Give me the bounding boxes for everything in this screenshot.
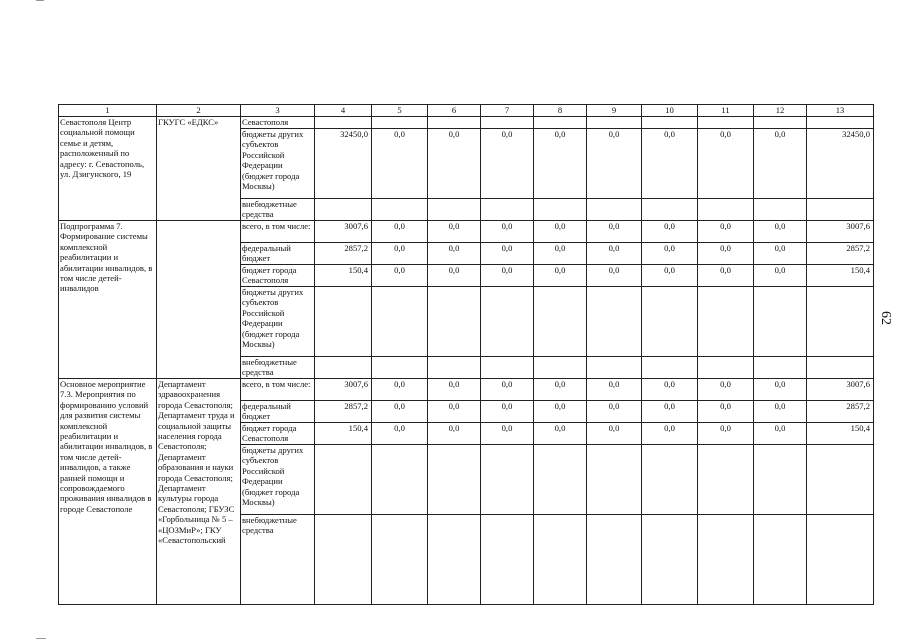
value-cell: 0,0 (481, 265, 534, 287)
value-cell (481, 515, 534, 605)
header-cell: 4 (315, 105, 372, 117)
value-cell (698, 117, 754, 129)
value-cell (372, 117, 428, 129)
value-cell: 0,0 (587, 423, 642, 445)
value-cell (698, 445, 754, 515)
value-cell: 150,4 (807, 265, 874, 287)
executor-cell: Департамент здравоохранения города Севастополя; Департамент труда и социальной защиты населения города Севастополя; Департамент образования и науки города Севастополя; Департамент культуры города Севастополя; ГБУЗС «Горбольница № 5 – «ЦОЗМиР»; ГКУ «Севастопольский (157, 379, 241, 605)
value-cell (587, 199, 642, 221)
program-name-cell: Подпрограмма 7. Формирование системы комплексной реабилитации и абилитации инвалидов, в том числе детей-инвалидов (59, 221, 157, 379)
funding-source-cell: всего, в том числе: (241, 379, 315, 401)
value-cell: 0,0 (481, 221, 534, 243)
program-name-cell: Основное мероприятие 7.3. Мероприятия по формированию условий для развития системы комплексной реабилитации и абилитации инвалидов, в том числе детей-инвалидов, а также ранней помощи и сопровождаемого проживания инвалидов в городе Севастополе (59, 379, 157, 605)
value-cell (754, 117, 807, 129)
value-cell: 150,4 (315, 265, 372, 287)
value-cell (372, 287, 428, 357)
value-cell: 32450,0 (315, 129, 372, 199)
header-cell: 2 (157, 105, 241, 117)
value-cell (642, 515, 698, 605)
value-cell (534, 445, 587, 515)
value-cell: 0,0 (372, 423, 428, 445)
value-cell: 2857,2 (807, 401, 874, 423)
header-cell: 7 (481, 105, 534, 117)
value-cell (534, 357, 587, 379)
budget-table (58, 104, 874, 605)
value-cell: 0,0 (698, 129, 754, 199)
executor-cell (157, 221, 241, 379)
value-cell: 0,0 (372, 379, 428, 401)
value-cell: 2857,2 (315, 401, 372, 423)
value-cell (428, 117, 481, 129)
value-cell (372, 199, 428, 221)
value-cell: 0,0 (754, 129, 807, 199)
value-cell: 0,0 (754, 265, 807, 287)
value-cell (534, 515, 587, 605)
value-cell: 0,0 (481, 423, 534, 445)
header-cell: 12 (754, 105, 807, 117)
value-cell: 0,0 (698, 265, 754, 287)
value-cell: 0,0 (534, 243, 587, 265)
executor-cell: ГКУГС «ЕДКС» (157, 117, 241, 221)
value-cell: 3007,6 (807, 221, 874, 243)
value-cell: 0,0 (587, 221, 642, 243)
scan-mark (36, 638, 46, 639)
funding-source-cell: всего, в том числе: (241, 221, 315, 243)
value-cell: 150,4 (807, 423, 874, 445)
value-cell: 0,0 (372, 265, 428, 287)
value-cell: 0,0 (642, 243, 698, 265)
header-cell: 11 (698, 105, 754, 117)
funding-source-cell: бюджеты других субъектов Российской Федерации (бюджет города Москвы) (241, 287, 315, 357)
value-cell (315, 357, 372, 379)
value-cell (754, 515, 807, 605)
value-cell: 0,0 (481, 401, 534, 423)
value-cell: 3007,6 (315, 221, 372, 243)
value-cell (315, 117, 372, 129)
value-cell (698, 357, 754, 379)
value-cell (372, 357, 428, 379)
value-cell (587, 515, 642, 605)
value-cell: 32450,0 (807, 129, 874, 199)
header-cell: 1 (59, 105, 157, 117)
value-cell: 0,0 (428, 265, 481, 287)
value-cell: 0,0 (534, 129, 587, 199)
value-cell: 0,0 (481, 129, 534, 199)
value-cell (481, 117, 534, 129)
value-cell (807, 515, 874, 605)
value-cell (807, 287, 874, 357)
value-cell: 0,0 (698, 379, 754, 401)
value-cell (587, 357, 642, 379)
funding-source-cell: федеральный бюджет (241, 243, 315, 265)
value-cell: 0,0 (642, 221, 698, 243)
value-cell (481, 445, 534, 515)
value-cell: 3007,6 (807, 379, 874, 401)
value-cell: 0,0 (534, 423, 587, 445)
value-cell: 0,0 (428, 379, 481, 401)
funding-source-cell: бюджеты других субъектов Российской Федерации (бюджет города Москвы) (241, 445, 315, 515)
table-row (59, 117, 874, 129)
value-cell: 0,0 (587, 129, 642, 199)
value-cell: 0,0 (534, 401, 587, 423)
value-cell: 0,0 (642, 401, 698, 423)
funding-source-cell: внебюджетные средства (241, 515, 315, 605)
value-cell: 0,0 (428, 423, 481, 445)
value-cell (428, 445, 481, 515)
value-cell: 0,0 (698, 243, 754, 265)
value-cell: 0,0 (754, 243, 807, 265)
value-cell (587, 117, 642, 129)
value-cell: 150,4 (315, 423, 372, 445)
value-cell: 0,0 (754, 423, 807, 445)
value-cell: 0,0 (372, 129, 428, 199)
value-cell: 0,0 (481, 243, 534, 265)
page-number: 62 (878, 311, 893, 325)
value-cell (315, 199, 372, 221)
value-cell: 0,0 (372, 221, 428, 243)
header-cell: 3 (241, 105, 315, 117)
value-cell: 0,0 (428, 401, 481, 423)
header-cell: 10 (642, 105, 698, 117)
table-row (59, 379, 874, 401)
value-cell: 3007,6 (315, 379, 372, 401)
header-cell: 13 (807, 105, 874, 117)
funding-source-cell: бюджет города Севастополя (241, 265, 315, 287)
program-name-cell: Севастополя Центр социальной помощи семье и детям, расположенный по адресу: г. Севастополь, ул. Дзигунского, 19 (59, 117, 157, 221)
value-cell: 0,0 (372, 401, 428, 423)
value-cell: 0,0 (642, 265, 698, 287)
value-cell (807, 117, 874, 129)
value-cell (807, 199, 874, 221)
header-cell: 6 (428, 105, 481, 117)
funding-source-cell: федеральный бюджет (241, 401, 315, 423)
value-cell: 0,0 (698, 401, 754, 423)
value-cell (315, 445, 372, 515)
value-cell (642, 199, 698, 221)
value-cell: 0,0 (698, 423, 754, 445)
value-cell (642, 357, 698, 379)
value-cell (428, 199, 481, 221)
funding-source-cell: бюджеты других субъектов Российской Федерации (бюджет города Москвы) (241, 129, 315, 199)
value-cell: 2857,2 (315, 243, 372, 265)
value-cell: 0,0 (428, 221, 481, 243)
value-cell: 0,0 (481, 379, 534, 401)
value-cell (428, 287, 481, 357)
value-cell (534, 199, 587, 221)
scan-mark (36, 0, 44, 1)
value-cell (754, 287, 807, 357)
funding-source-cell: внебюджетные средства (241, 199, 315, 221)
value-cell: 2857,2 (807, 243, 874, 265)
value-cell (372, 445, 428, 515)
value-cell: 0,0 (534, 265, 587, 287)
value-cell (428, 515, 481, 605)
value-cell: 0,0 (642, 129, 698, 199)
value-cell (754, 357, 807, 379)
value-cell: 0,0 (587, 401, 642, 423)
value-cell (481, 199, 534, 221)
value-cell (315, 515, 372, 605)
value-cell (315, 287, 372, 357)
value-cell: 0,0 (534, 379, 587, 401)
value-cell (642, 445, 698, 515)
header-row (59, 105, 874, 117)
value-cell: 0,0 (587, 243, 642, 265)
value-cell (807, 445, 874, 515)
value-cell: 0,0 (754, 401, 807, 423)
value-cell (587, 445, 642, 515)
header-cell: 8 (534, 105, 587, 117)
value-cell: 0,0 (372, 243, 428, 265)
value-cell (754, 445, 807, 515)
funding-source-cell: Севастополя (241, 117, 315, 129)
value-cell (698, 515, 754, 605)
funding-source-cell: внебюджетные средства (241, 357, 315, 379)
value-cell (481, 287, 534, 357)
value-cell (428, 357, 481, 379)
value-cell (754, 199, 807, 221)
value-cell: 0,0 (698, 221, 754, 243)
value-cell (807, 357, 874, 379)
value-cell (534, 117, 587, 129)
value-cell (481, 357, 534, 379)
funding-source-cell: бюджет города Севастополя (241, 423, 315, 445)
value-cell: 0,0 (642, 379, 698, 401)
value-cell (698, 199, 754, 221)
value-cell: 0,0 (428, 243, 481, 265)
value-cell (534, 287, 587, 357)
value-cell (372, 515, 428, 605)
header-cell: 9 (587, 105, 642, 117)
value-cell (698, 287, 754, 357)
value-cell: 0,0 (587, 265, 642, 287)
value-cell: 0,0 (587, 379, 642, 401)
value-cell: 0,0 (534, 221, 587, 243)
value-cell: 0,0 (754, 379, 807, 401)
value-cell (587, 287, 642, 357)
value-cell: 0,0 (754, 221, 807, 243)
header-cell: 5 (372, 105, 428, 117)
value-cell (642, 117, 698, 129)
value-cell (642, 287, 698, 357)
value-cell: 0,0 (642, 423, 698, 445)
table-row (59, 221, 874, 243)
value-cell: 0,0 (428, 129, 481, 199)
